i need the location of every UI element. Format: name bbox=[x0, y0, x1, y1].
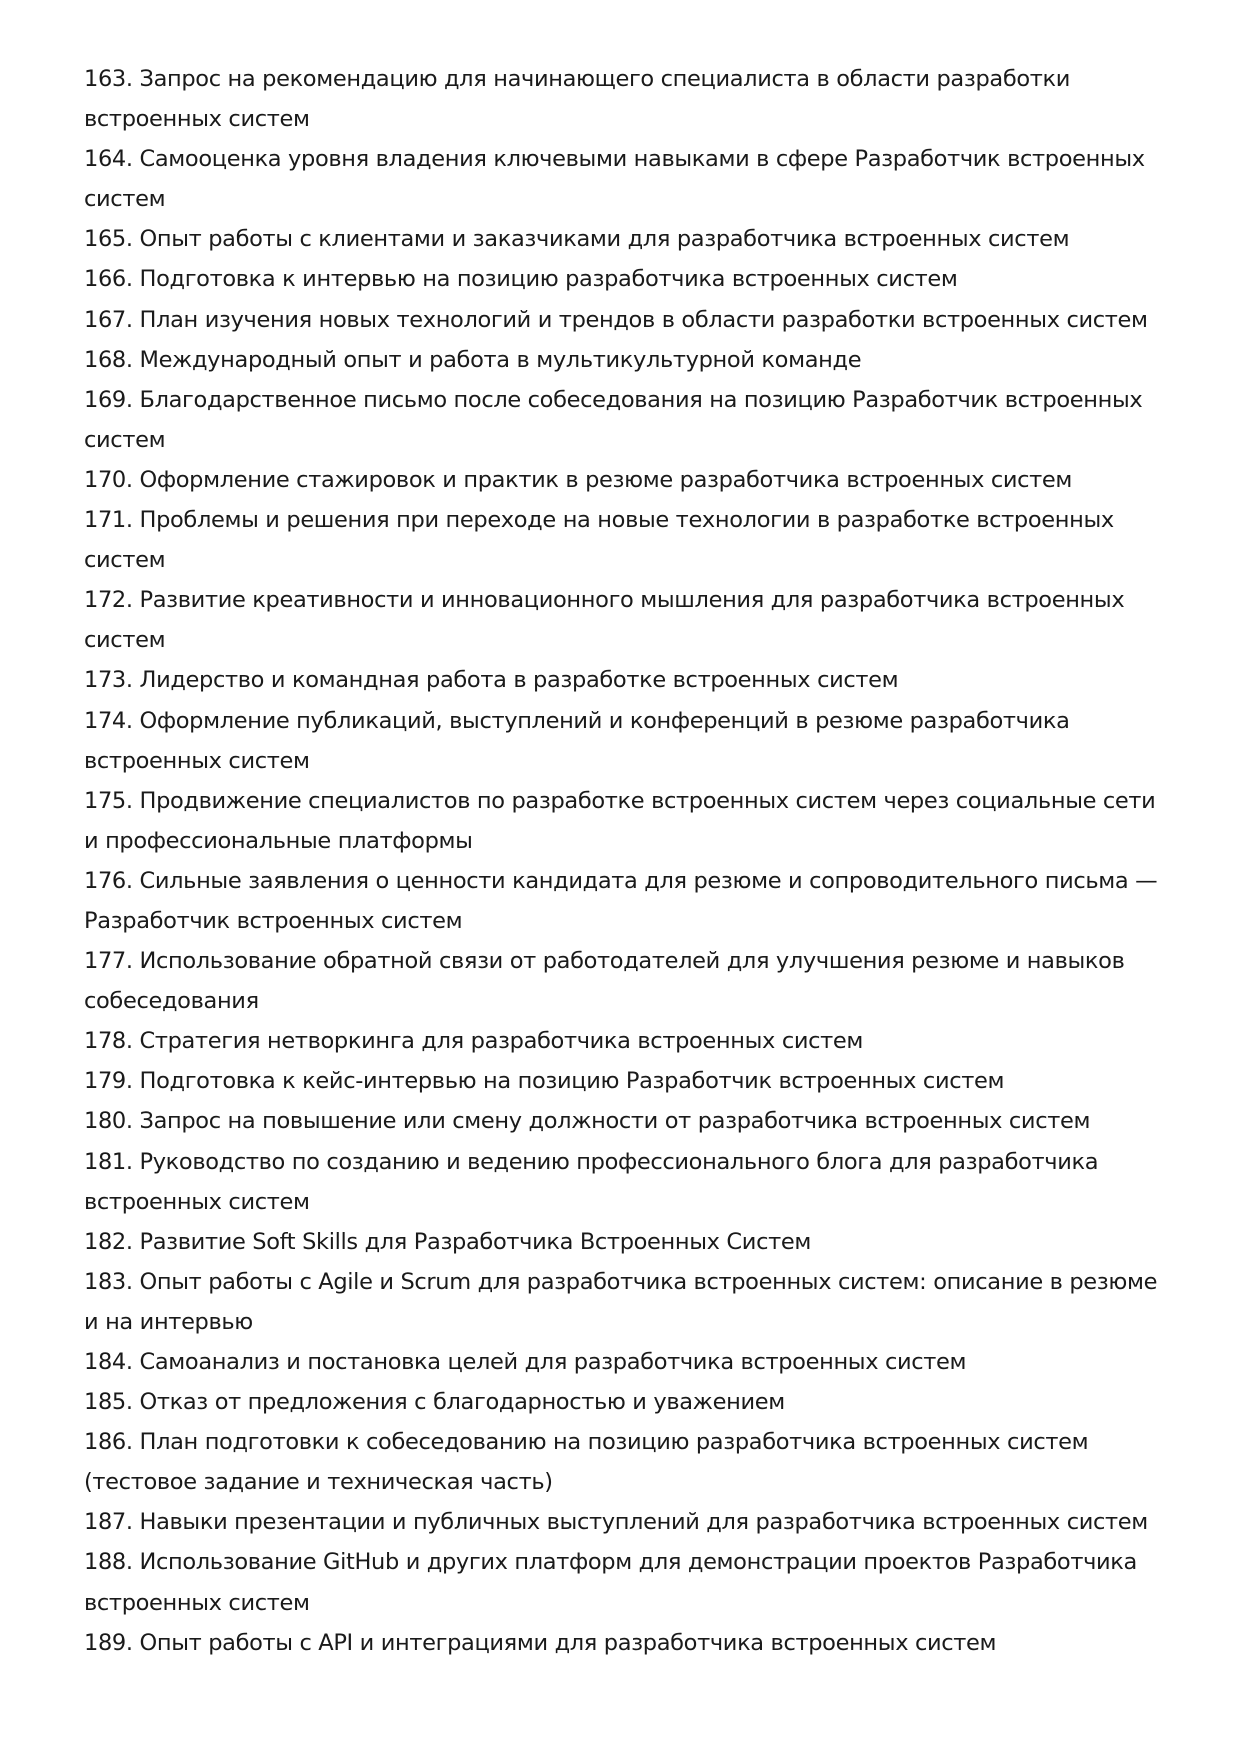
list-item: 188. Использование GitHub и других платформ для демонстрации проектов Разработчика встроенных систем bbox=[84, 1549, 1137, 1616]
list-item: 167. План изучения новых технологий и трендов в области разработки встроенных систем bbox=[84, 306, 1148, 333]
list-item: 181. Руководство по созданию и ведению профессионального блога для разработчика встроенных систем bbox=[84, 1148, 1099, 1215]
list-item: 186. План подготовки к собеседованию на позицию разработчика встроенных систем (тестовое задание и техническая часть) bbox=[84, 1429, 1089, 1496]
list-item: 189. Опыт работы с API и интеграциями для разработчика встроенных систем bbox=[84, 1629, 997, 1656]
document-page bbox=[84, 59, 1164, 1663]
list-item: 184. Самоанализ и постановка целей для разработчика встроенных систем bbox=[84, 1349, 967, 1375]
list-item: 176. Сильные заявления о ценности кандидата для резюме и сопроводительного письма — Разработчик встроенных систем bbox=[84, 867, 1158, 934]
list-item: 182. Развитие Soft Skills для Разработчика Встроенных Систем bbox=[84, 1228, 811, 1255]
list-item: 185. Отказ от предложения с благодарностью и уважением bbox=[84, 1389, 785, 1416]
list-item: 173. Лидерство и командная работа в разработке встроенных систем bbox=[84, 667, 899, 694]
list-item: 174. Оформление публикаций, выступлений и конференций в резюме разработчика встроенных систем bbox=[84, 707, 1070, 774]
list-item: 171. Проблемы и решения при переходе на новые технологии в разработке встроенных систем bbox=[84, 507, 1114, 574]
list-item: 175. Продвижение специалистов по разработке встроенных систем через социальные сети и профессиональные платформы bbox=[84, 787, 1156, 854]
list-item: 165. Опыт работы с клиентами и заказчиками для разработчика встроенных систем bbox=[84, 226, 1070, 253]
list-item: 164. Самооценка уровня владения ключевыми навыками в сфере Разработчик встроенных систем bbox=[84, 146, 1145, 213]
list-item: 180. Запрос на повышение или смену должности от разработчика встроенных систем bbox=[84, 1108, 1091, 1135]
list-item: 178. Стратегия нетворкинга для разработчика встроенных систем bbox=[84, 1028, 864, 1055]
list-item: 169. Благодарственное письмо после собеседования на позицию Разработчик встроенных систем bbox=[84, 386, 1143, 453]
list-item: 177. Использование обратной связи от работодателей для улучшения резюме и навыков собеседования bbox=[84, 948, 1125, 1015]
list-item: 179. Подготовка к кейс-интервью на позицию Разработчик встроенных систем bbox=[84, 1068, 1005, 1095]
list-item: 170. Оформление стажировок и практик в резюме разработчика встроенных систем bbox=[84, 466, 1073, 493]
list-item: 183. Опыт работы с Agile и Scrum для разработчика встроенных систем: описание в резюме и на интервью bbox=[84, 1268, 1158, 1335]
list-item: 172. Развитие креативности и инновационного мышления для разработчика встроенных систем bbox=[84, 587, 1125, 654]
list-item: 187. Навыки презентации и публичных выступлений для разработчика встроенных систем bbox=[84, 1509, 1148, 1536]
list-item: 166. Подготовка к интервью на позицию разработчика встроенных систем bbox=[84, 266, 958, 293]
list-item: 163. Запрос на рекомендацию для начинающего специалиста в области разработки встроенных систем bbox=[84, 66, 1071, 133]
list-item: 168. Международный опыт и работа в мультикультурной команде bbox=[84, 346, 862, 373]
